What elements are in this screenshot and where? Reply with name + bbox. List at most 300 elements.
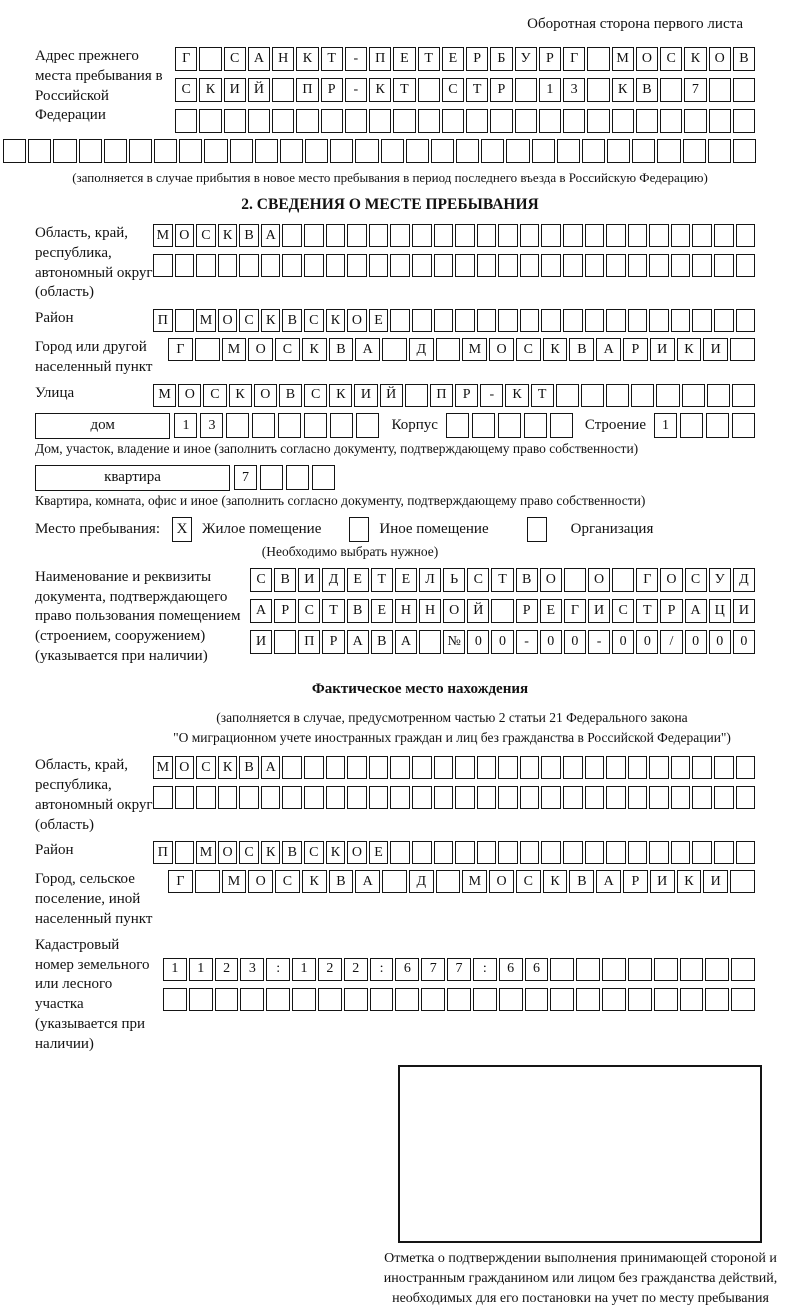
char-cell: 6 xyxy=(525,958,549,981)
char-cell xyxy=(434,224,454,247)
char-cell: С xyxy=(196,756,216,779)
char-cell xyxy=(498,756,518,779)
char-cell xyxy=(736,756,756,779)
char-cell: О xyxy=(178,384,201,407)
char-cell xyxy=(628,254,648,277)
char-cell: А xyxy=(248,47,270,71)
char-cell: М xyxy=(462,870,487,893)
char-cell xyxy=(455,756,475,779)
char-cell: К xyxy=(261,841,281,864)
char-cell xyxy=(330,413,353,438)
char-cell xyxy=(541,254,561,277)
char-cell xyxy=(248,109,270,133)
char-cell xyxy=(393,109,415,133)
char-cell xyxy=(321,109,343,133)
char-cell xyxy=(330,139,353,163)
char-cell xyxy=(692,224,712,247)
char-cell xyxy=(692,841,712,864)
char-cell xyxy=(274,630,296,654)
char-cell xyxy=(412,756,432,779)
char-cell: - xyxy=(516,630,538,654)
char-cell: Р xyxy=(623,338,648,361)
char-cell: К xyxy=(677,870,702,893)
prev-address-row-4 xyxy=(3,139,756,163)
char-cell xyxy=(541,756,561,779)
char-cell xyxy=(585,841,605,864)
actual-city-label: Город, сельское поселение, иной населенный пункт xyxy=(35,871,153,928)
char-cell xyxy=(563,841,583,864)
prev-address-row-3 xyxy=(175,109,755,133)
char-cell: 2 xyxy=(215,958,239,981)
char-cell xyxy=(282,224,302,247)
char-cell: Н xyxy=(395,599,417,623)
char-cell xyxy=(602,958,626,981)
char-cell: В xyxy=(569,338,594,361)
char-cell xyxy=(606,786,626,809)
char-cell xyxy=(607,139,630,163)
stay-place-label: Место пребывания: xyxy=(35,520,160,537)
char-cell xyxy=(649,254,669,277)
char-cell: С xyxy=(239,841,259,864)
actual-location-caption-line1: (заполняется в случае, предусмотренном частью 2 статьи 21 Федерального закона xyxy=(216,709,688,725)
char-cell xyxy=(347,756,367,779)
char-cell: Е xyxy=(393,47,415,71)
char-cell: О xyxy=(660,568,682,592)
char-cell: С xyxy=(275,338,300,361)
char-cell: К xyxy=(296,47,318,71)
char-cell: 1 xyxy=(189,958,213,981)
char-cell: И xyxy=(298,568,320,592)
char-cell: К xyxy=(229,384,252,407)
char-cell xyxy=(680,958,704,981)
char-cell xyxy=(370,988,394,1011)
char-cell xyxy=(587,78,609,102)
char-cell: Н xyxy=(419,599,441,623)
char-cell xyxy=(434,309,454,332)
district-label: Район xyxy=(35,310,74,327)
char-cell: С xyxy=(467,568,489,592)
char-cell xyxy=(585,756,605,779)
char-cell: 0 xyxy=(685,630,707,654)
char-cell xyxy=(671,841,691,864)
char-cell xyxy=(326,224,346,247)
char-cell: В xyxy=(239,756,259,779)
char-cell xyxy=(455,224,475,247)
actual-location-caption xyxy=(25,708,755,749)
char-cell: К xyxy=(261,309,281,332)
char-cell xyxy=(175,254,195,277)
char-cell: Р xyxy=(274,599,296,623)
char-cell xyxy=(434,254,454,277)
char-cell: О xyxy=(248,870,273,893)
char-cell xyxy=(382,338,407,361)
char-cell: К xyxy=(302,870,327,893)
char-cell xyxy=(466,109,488,133)
cadastral-rows xyxy=(163,936,755,1055)
char-cell xyxy=(660,109,682,133)
char-cell xyxy=(286,465,309,490)
char-cell: Р xyxy=(623,870,648,893)
char-cell xyxy=(541,786,561,809)
cadastral-field xyxy=(25,936,755,1055)
char-cell xyxy=(709,109,731,133)
char-cell: 1 xyxy=(163,958,187,981)
korpus-label: Корпус xyxy=(391,417,438,434)
char-cell: С xyxy=(304,384,327,407)
city-field xyxy=(25,338,755,378)
prev-address-field xyxy=(25,47,755,133)
char-cell xyxy=(481,139,504,163)
document-field xyxy=(25,568,755,667)
char-cell xyxy=(436,870,461,893)
char-cell xyxy=(636,109,658,133)
char-cell: И xyxy=(703,870,728,893)
char-cell xyxy=(280,139,303,163)
char-cell xyxy=(304,224,324,247)
district-row xyxy=(153,309,755,332)
char-cell: В xyxy=(371,630,393,654)
char-cell xyxy=(390,756,410,779)
option-other-premises-label: Иное помещение xyxy=(379,520,489,537)
house-caption: Дом, участок, владение и иное (заполнить согласно документу, подтверждающему право собственности) xyxy=(35,440,639,456)
char-cell xyxy=(326,786,346,809)
region-row-1 xyxy=(153,224,755,247)
char-cell: Е xyxy=(395,568,417,592)
actual-location-title: Фактическое место нахождения xyxy=(311,680,529,697)
char-cell xyxy=(682,384,705,407)
char-cell xyxy=(226,413,249,438)
char-cell xyxy=(381,139,404,163)
char-cell xyxy=(455,309,475,332)
char-cell xyxy=(515,109,537,133)
char-cell: М xyxy=(222,870,247,893)
stay-place-note: (Необходимо выбрать нужное) xyxy=(261,543,439,559)
char-cell: О xyxy=(709,47,731,71)
char-cell: М xyxy=(462,338,487,361)
char-cell: М xyxy=(196,841,216,864)
char-cell: У xyxy=(709,568,731,592)
char-cell xyxy=(477,841,497,864)
char-cell xyxy=(204,139,227,163)
char-cell: А xyxy=(347,630,369,654)
char-cell xyxy=(649,309,669,332)
char-cell: Р xyxy=(539,47,561,71)
char-cell xyxy=(714,786,734,809)
char-cell xyxy=(714,841,734,864)
char-cell xyxy=(355,139,378,163)
char-cell xyxy=(79,139,102,163)
char-cell xyxy=(239,254,259,277)
char-cell: Е xyxy=(442,47,464,71)
char-cell: А xyxy=(250,599,272,623)
char-cell xyxy=(477,786,497,809)
char-cell xyxy=(282,756,302,779)
char-cell xyxy=(541,224,561,247)
char-cell xyxy=(418,78,440,102)
char-cell xyxy=(649,756,669,779)
char-cell xyxy=(272,109,294,133)
stamp-area xyxy=(398,1065,762,1243)
stroenie-label: Строение xyxy=(584,417,646,434)
char-cell: В xyxy=(636,78,658,102)
char-cell xyxy=(606,224,626,247)
char-cell: О xyxy=(175,756,195,779)
char-cell xyxy=(671,756,691,779)
city-row xyxy=(168,338,755,361)
char-cell: О xyxy=(248,338,273,361)
char-cell: Й xyxy=(380,384,403,407)
char-cell xyxy=(252,413,275,438)
char-cell: В xyxy=(282,309,302,332)
option-residential-label: Жилое помещение xyxy=(202,520,322,537)
char-cell xyxy=(175,841,195,864)
char-cell: И xyxy=(733,599,755,623)
char-cell xyxy=(104,139,127,163)
char-cell: К xyxy=(505,384,528,407)
char-cell: Т xyxy=(491,568,513,592)
char-cell: О xyxy=(254,384,277,407)
char-cell: 1 xyxy=(292,958,316,981)
char-cell xyxy=(525,988,549,1011)
street-field xyxy=(25,384,755,407)
region-label: Область, край, республика, автономный округ (область) xyxy=(35,225,153,301)
apartment-caption: Квартира, комната, офис и иное (заполнить согласно документу, подтверждающему право собственности) xyxy=(35,492,646,508)
char-cell: 7 xyxy=(234,465,257,490)
char-cell xyxy=(153,254,173,277)
char-cell xyxy=(692,309,712,332)
char-cell: П xyxy=(153,309,173,332)
char-cell xyxy=(472,413,495,438)
char-cell xyxy=(369,786,389,809)
char-cell xyxy=(418,109,440,133)
char-cell xyxy=(683,139,706,163)
char-cell xyxy=(563,109,585,133)
char-cell xyxy=(163,988,187,1011)
char-cell: А xyxy=(355,870,380,893)
char-cell xyxy=(455,841,475,864)
char-cell xyxy=(556,384,579,407)
char-cell xyxy=(390,224,410,247)
char-cell: Д xyxy=(409,870,434,893)
apartment-number-cells xyxy=(234,465,335,490)
char-cell xyxy=(175,309,195,332)
char-cell xyxy=(628,958,652,981)
char-cell: С xyxy=(250,568,272,592)
char-cell xyxy=(195,338,220,361)
house-row xyxy=(35,413,755,439)
char-cell xyxy=(282,786,302,809)
region-rows xyxy=(153,224,755,303)
char-cell: О xyxy=(636,47,658,71)
char-cell: С xyxy=(660,47,682,71)
char-cell: К xyxy=(684,47,706,71)
char-cell xyxy=(218,786,238,809)
char-cell xyxy=(498,413,521,438)
char-cell: У xyxy=(515,47,537,71)
char-cell xyxy=(498,786,518,809)
char-cell xyxy=(563,786,583,809)
char-cell xyxy=(304,756,324,779)
char-cell xyxy=(680,413,703,438)
char-cell xyxy=(477,224,497,247)
char-cell xyxy=(576,988,600,1011)
char-cell xyxy=(442,109,464,133)
char-cell: М xyxy=(196,309,216,332)
cadastral-label: Кадастровый номер земельного или лесного участка (указывается при наличии) xyxy=(35,936,150,1052)
char-cell xyxy=(506,139,529,163)
char-cell: Д xyxy=(409,338,434,361)
char-cell xyxy=(218,254,238,277)
char-cell: Т xyxy=(531,384,554,407)
char-cell xyxy=(550,988,574,1011)
char-cell xyxy=(520,309,540,332)
char-cell: Е xyxy=(371,599,393,623)
region-field xyxy=(25,224,755,303)
char-cell: Й xyxy=(248,78,270,102)
char-cell xyxy=(499,988,523,1011)
char-cell: - xyxy=(588,630,610,654)
char-cell xyxy=(326,756,346,779)
char-cell: 7 xyxy=(684,78,706,102)
char-cell xyxy=(421,988,445,1011)
char-cell: П xyxy=(298,630,320,654)
char-cell xyxy=(736,309,756,332)
char-cell: Е xyxy=(369,309,389,332)
char-cell xyxy=(455,254,475,277)
char-cell xyxy=(539,109,561,133)
char-cell xyxy=(730,338,755,361)
char-cell: А xyxy=(261,756,281,779)
char-cell: Й xyxy=(467,599,489,623)
char-cell xyxy=(292,988,316,1011)
char-cell: А xyxy=(355,338,380,361)
char-cell xyxy=(434,841,454,864)
char-cell xyxy=(602,988,626,1011)
char-cell xyxy=(282,254,302,277)
house-word-box: дом xyxy=(35,413,170,439)
actual-district-row xyxy=(153,841,755,864)
char-cell: Т xyxy=(321,47,343,71)
char-cell xyxy=(446,413,469,438)
char-cell xyxy=(395,988,419,1011)
char-cell xyxy=(612,568,634,592)
char-cell: Р xyxy=(490,78,512,102)
char-cell: О xyxy=(218,841,238,864)
char-cell: - xyxy=(480,384,503,407)
char-cell: Е xyxy=(347,568,369,592)
char-cell xyxy=(714,254,734,277)
char-cell xyxy=(736,254,756,277)
document-rows xyxy=(250,568,755,667)
char-cell: 0 xyxy=(564,630,586,654)
char-cell xyxy=(272,78,294,102)
checkbox-residential: X xyxy=(172,517,192,542)
char-cell xyxy=(649,224,669,247)
char-cell: Р xyxy=(455,384,478,407)
char-cell xyxy=(304,786,324,809)
char-cell xyxy=(224,109,246,133)
char-cell: И xyxy=(650,870,675,893)
char-cell xyxy=(520,756,540,779)
actual-region-row-1 xyxy=(153,756,755,779)
actual-region-label: Область, край, республика, автономный округ (область) xyxy=(35,757,153,833)
char-cell: Т xyxy=(636,599,658,623)
char-cell xyxy=(369,224,389,247)
char-cell: О xyxy=(489,338,514,361)
char-cell xyxy=(736,224,756,247)
char-cell xyxy=(412,224,432,247)
char-cell xyxy=(705,988,729,1011)
char-cell xyxy=(541,841,561,864)
char-cell xyxy=(412,254,432,277)
char-cell: Л xyxy=(419,568,441,592)
prev-address-row-2 xyxy=(175,78,755,102)
char-cell xyxy=(576,958,600,981)
actual-district-label: Район xyxy=(35,842,74,859)
char-cell xyxy=(345,109,367,133)
char-cell xyxy=(541,309,561,332)
char-cell: С xyxy=(685,568,707,592)
char-cell xyxy=(278,413,301,438)
char-cell: С xyxy=(516,338,541,361)
char-cell: 0 xyxy=(467,630,489,654)
actual-city-row xyxy=(168,870,755,893)
char-cell: Н xyxy=(272,47,294,71)
char-cell: 0 xyxy=(612,630,634,654)
char-cell xyxy=(709,78,731,102)
char-cell xyxy=(732,384,755,407)
document-label: Наименование и реквизиты документа, подтверждающего право пользования помещением (строением, сооружением) (указывается при наличии) xyxy=(35,568,241,664)
char-cell xyxy=(477,309,497,332)
char-cell: Р xyxy=(322,630,344,654)
char-cell xyxy=(671,254,691,277)
prev-address-caption: (заполняется в случае прибытия в новое место пребывания в период последнего въезда в Российскую Федерацию) xyxy=(72,170,708,185)
region-row-2 xyxy=(153,254,755,277)
char-cell xyxy=(550,958,574,981)
option-organization-label: Организация xyxy=(570,520,654,537)
char-cell xyxy=(563,254,583,277)
char-cell xyxy=(628,224,648,247)
char-cell xyxy=(369,109,391,133)
char-cell xyxy=(312,465,335,490)
char-cell xyxy=(606,384,629,407)
checkbox-other-premises xyxy=(349,517,369,542)
char-cell xyxy=(199,47,221,71)
char-cell: Р xyxy=(321,78,343,102)
char-cell xyxy=(550,413,573,438)
char-cell xyxy=(657,139,680,163)
actual-city-field xyxy=(25,870,755,929)
char-cell xyxy=(153,786,173,809)
char-cell: В xyxy=(282,841,302,864)
char-cell xyxy=(255,139,278,163)
char-cell xyxy=(239,786,259,809)
char-cell xyxy=(129,139,152,163)
char-cell xyxy=(498,841,518,864)
char-cell: 6 xyxy=(499,958,523,981)
char-cell: 0 xyxy=(636,630,658,654)
char-cell: И xyxy=(588,599,610,623)
char-cell xyxy=(733,139,756,163)
korpus-cells xyxy=(446,413,573,438)
char-cell: В xyxy=(279,384,302,407)
char-cell xyxy=(520,786,540,809)
char-cell: И xyxy=(703,338,728,361)
char-cell xyxy=(736,786,756,809)
char-cell: 1 xyxy=(539,78,561,102)
char-cell xyxy=(434,786,454,809)
char-cell xyxy=(28,139,51,163)
